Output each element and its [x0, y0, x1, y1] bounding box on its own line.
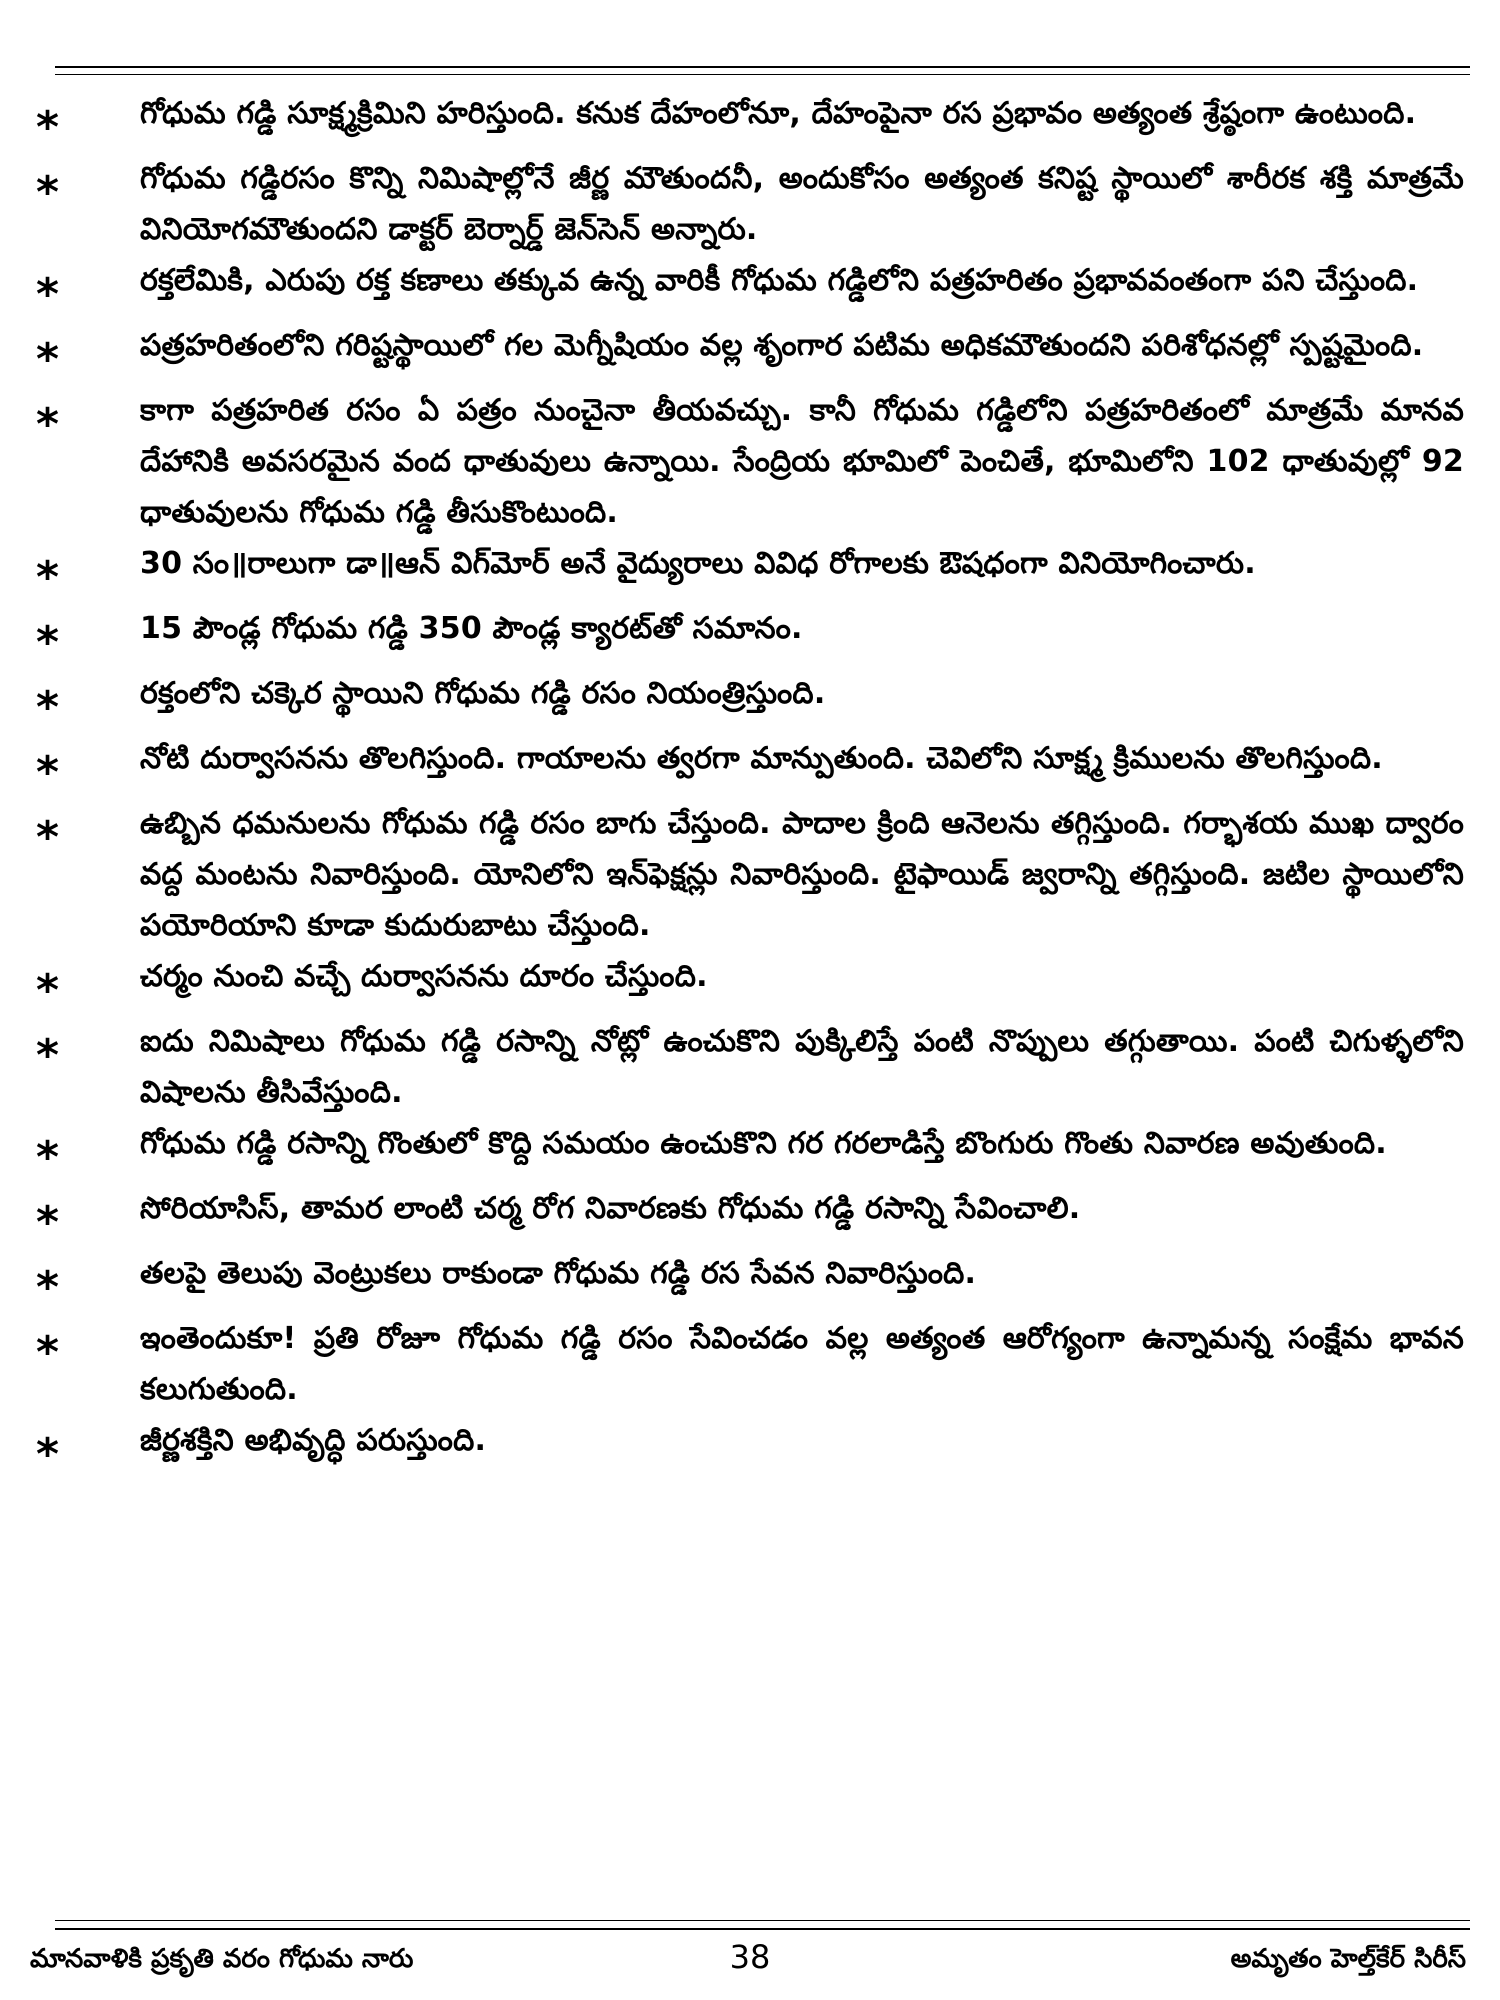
bullet-star-icon: * [36, 1327, 60, 1378]
list-item [30, 255, 1470, 320]
bullet-star-icon: * [36, 102, 60, 153]
list-item [30, 88, 1470, 153]
top-rule [55, 66, 1470, 68]
bullet-star-icon: * [36, 269, 60, 320]
list-item [30, 320, 1470, 385]
list-item-text: నోటి దుర్వాసనను తొలగిస్తుంది. గాయాలను త్వరగా మాన్పుతుంది. చెవిలోని సూక్ష్మ క్రిములను తొలగిస్తుంది. [140, 741, 1383, 776]
bullet-star-icon: * [36, 1030, 60, 1081]
bullet-star-icon: * [36, 552, 60, 603]
bullet-star-icon: * [36, 167, 60, 218]
bullet-star-icon: * [36, 965, 60, 1016]
bullet-star-icon: * [36, 1429, 60, 1480]
list-item-text: జీర్ణశక్తిని అభివృద్ధి పరుస్తుంది. [140, 1423, 487, 1458]
list-item [30, 1118, 1470, 1183]
list-item [30, 1016, 1470, 1118]
list-item [30, 951, 1470, 1016]
bottom-rule [55, 1928, 1470, 1930]
bullet-star-icon: * [36, 1197, 60, 1248]
list-item [30, 1415, 1470, 1480]
list-item [30, 603, 1470, 668]
list-item-text: కాగా పత్రహరిత రసం ఏ పత్రం నుంచైనా తీయవచ్చు. కానీ గోధుమ గడ్డిలోని పత్రహరితంలో మాత్రమే మానవ దేహానికి అవసరమైన వంద ధాతువులు ఉన్నాయి. సేంద్రియ భూమిలో పెంచితే, భూమిలోని 102 ధాతువుల్లో 92 ధాతువులను గోధుమ గడ్డి తీసుకొంటుంది. [140, 393, 1464, 530]
list-item [30, 733, 1470, 798]
list-item-text: సోరియాసిస్, తామర లాంటి చర్మ రోగ నివారణకు గోధుమ గడ్డి రసాన్ని సేవించాలి. [140, 1191, 1081, 1226]
list-item-text: 30 సం॥రాలుగా డా॥ఆన్ విగ్‌మోర్ అనే వైద్యురాలు వివిధ రోగాలకు ఔషధంగా వినియోగించారు. [140, 546, 1256, 581]
footer-book-title: మానవాళికి ప్రకృతి వరం గోధుమ నారు [30, 1944, 414, 1974]
list-item-text: గోధుమ గడ్డిరసం కొన్ని నిమిషాల్లోనే జీర్ణ మౌతుందనీ, అందుకోసం అత్యంత కనిష్ట స్థాయిలో శారీరక శక్తి మాత్రమే వినియోగమౌతుందని డాక్టర్ బెర్నార్డ్ జెన్‌సెన్ అన్నారు. [140, 161, 1464, 247]
list-item [30, 1183, 1470, 1248]
list-item-text: చర్మం నుంచి వచ్చే దుర్వాసనను దూరం చేస్తుంది. [140, 959, 708, 994]
bullet-list [30, 88, 1470, 1480]
list-item-text: ఉబ్బిన ధమనులను గోధుమ గడ్డి రసం బాగు చేస్తుంది. పాదాల క్రింది ఆనెలను తగ్గిస్తుంది. గర్భాశయ ముఖ ద్వారం వద్ద మంటను నివారిస్తుంది. యోనిలోని ఇన్‌ఫెక్షన్లు నివారిస్తుంది. టైఫాయిడ్ జ్వరాన్ని తగ్గిస్తుంది. జటిల స్థాయిలోని పయోరియాని కూడా కుదురుబాటు చేస్తుంది. [140, 806, 1464, 943]
page-number: 38 [729, 1938, 771, 1976]
bullet-star-icon: * [36, 682, 60, 733]
list-item [30, 385, 1470, 538]
list-item-text: రక్తలేమికి, ఎరుపు రక్త కణాలు తక్కువ ఉన్న వారికీ గోధుమ గడ్డిలోని పత్రహరితం ప్రభావవంతంగా పని చేస్తుంది. [140, 263, 1419, 298]
top-rule-thin [55, 74, 1470, 75]
list-item-text: ఐదు నిమిషాలు గోధుమ గడ్డి రసాన్ని నోట్లో ఉంచుకొని పుక్కిలిస్తే పంటి నొప్పులు తగ్గుతాయి. పంటి చిగుళ్ళలోని విషాలను తీసివేస్తుంది. [140, 1024, 1464, 1110]
bullet-star-icon: * [36, 1132, 60, 1183]
list-item-text: తలపై తెలుపు వెంట్రుకలు రాకుండా గోధుమ గడ్డి రస సేవన నివారిస్తుంది. [140, 1256, 977, 1291]
list-item [30, 1248, 1470, 1313]
list-item-text: గోధుమ గడ్డి సూక్ష్మక్రిమిని హరిస్తుంది. కనుక దేహంలోనూ, దేహంపైనా రస ప్రభావం అత్యంత శ్రేష్ఠంగా ఉంటుంది. [140, 96, 1417, 131]
footer-series-title: అమృతం హెల్త్‌కేర్ సిరీస్ [1230, 1944, 1466, 1974]
bullet-star-icon: * [36, 399, 60, 450]
bullet-star-icon: * [36, 617, 60, 668]
list-item [30, 668, 1470, 733]
bottom-rule-thin [55, 1920, 1470, 1921]
list-item-text: గోధుమ గడ్డి రసాన్ని గొంతులో కొద్ది సమయం ఉంచుకొని గర గరలాడిస్తే బొంగురు గొంతు నివారణ అవుతుంది. [140, 1126, 1387, 1161]
bullet-star-icon: * [36, 334, 60, 385]
list-item [30, 538, 1470, 603]
list-item-text: 15 పౌండ్ల గోధుమ గడ్డి 350 పౌండ్ల క్యారట్‌తో సమానం. [140, 611, 803, 646]
list-item-text: ఇంతెందుకూ! ప్రతి రోజూ గోధుమ గడ్డి రసం సేవించడం వల్ల అత్యంత ఆరోగ్యంగా ఉన్నామన్న సంక్షేమ భావన కలుగుతుంది. [140, 1321, 1464, 1407]
list-item [30, 153, 1470, 255]
bullet-star-icon: * [36, 812, 60, 863]
bullet-star-icon: * [36, 1262, 60, 1313]
list-item-text: పత్రహరితంలోని గరిష్టస్థాయిలో గల మెగ్నీషియం వల్ల శృంగార పటిమ అధికమౌతుందని పరిశోధనల్లో స్పష్టమైంది. [140, 328, 1424, 363]
bullet-star-icon: * [36, 747, 60, 798]
list-item [30, 1313, 1470, 1415]
page-footer [30, 1936, 1470, 1986]
list-item-text: రక్తంలోని చక్కెర స్థాయిని గోధుమ గడ్డి రసం నియంత్రిస్తుంది. [140, 676, 826, 711]
list-item [30, 798, 1470, 951]
